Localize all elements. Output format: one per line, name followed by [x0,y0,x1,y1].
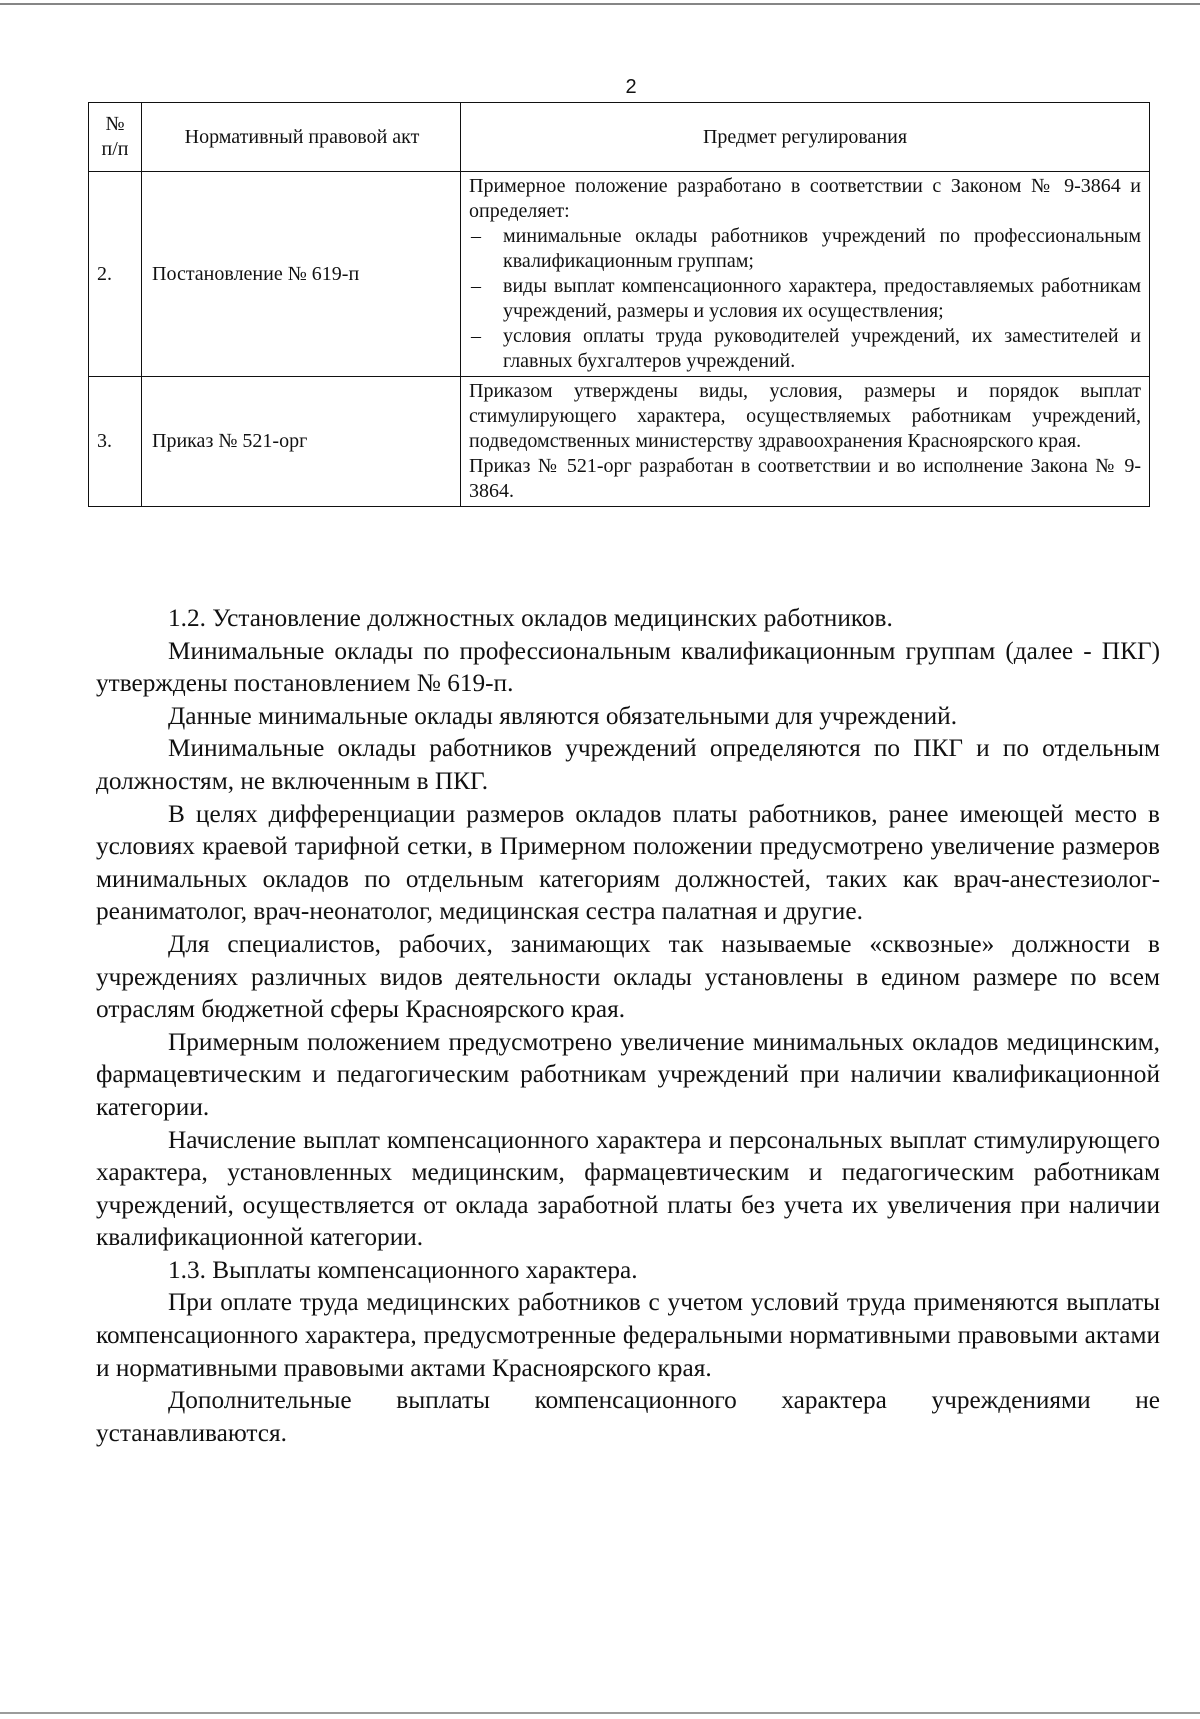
paragraph: Минимальные оклады работников учреждений определяются по ПКГ и по отдельным должностям, не включенным в ПКГ. [96,734,1160,795]
row-num: 2. [89,172,142,377]
paragraph: Примерным положением предусмотрено увеличение минимальных окладов медицинским, фармацевтическим и педагогическим работникам учреждений при наличии квалификационной категории. [96,1027,1160,1121]
row-subject [461,377,1150,507]
header-act: Нормативный правовой акт [142,103,461,172]
scan-edge-top [0,3,1200,5]
row-subject [461,172,1150,377]
table-row [89,377,1150,507]
subject-list [469,224,1141,374]
table-header-row [89,103,1150,172]
list-item: – условия оплаты труда руководителей учреждений, их заместителей и главных бухгалтеров учреждений. [469,324,1141,374]
header-subject: Предмет регулирования [461,103,1150,172]
row-num: 3. [89,377,142,507]
scan-edge-bottom [0,1712,1200,1714]
table-row [89,172,1150,377]
paragraph: В целях дифференциации размеров окладов платы работников, ранее имеющей место в условиях краевой тарифной сетки, в Примерном положении предусмотрено увеличение размеров минимальных окладов по отдельным категориям должностей, таких как врач-анестезиолог-реаниматолог, врач-неонатолог, медицинская сестра палатная и другие. [96,799,1160,926]
list-item: – минимальные оклады работников учреждений по профессиональным квалификационным группам; [469,224,1141,274]
document-body [96,602,1160,1449]
paragraph: Начисление выплат компенсационного характера и персональных выплат стимулирующего характера, установленных медицинским, фармацевтическим и педагогическим работникам учреждений, осуществляется от оклада заработной платы без учета их увеличения при наличии квалификационной категории. [96,1125,1160,1252]
header-num: № п/п [89,103,142,172]
row-act: Постановление № 619-п [142,172,461,377]
list-item: – виды выплат компенсационного характера, предоставляемых работникам учреждений, размеры и условия их осуществления; [469,274,1141,324]
subject-intro: Примерное положение разработано в соответствии с Законом № 9-3864 и определяет: [469,175,1141,222]
row-act: Приказ № 521-орг [142,377,461,507]
section-heading: 1.2. Установление должностных окладов медицинских работников. [168,604,893,632]
section-heading: 1.3. Выплаты компенсационного характера. [168,1255,638,1284]
subject-paragraph: Приказ № 521-орг разработан в соответствии и во исполнение Закона № 9-3864. [469,455,1141,502]
paragraph: Данные минимальные оклады являются обязательными для учреждений. [168,701,958,730]
subject-paragraph: Приказом утверждены виды, условия, размеры и порядок выплат стимулирующего характера, осуществляемых работникам учреждений, подведомственных министерству здравоохранения Красноярского края. [469,380,1141,452]
paragraph: Дополнительные выплаты компенсационного характера учреждениями не устанавливаются. [96,1386,1160,1447]
paragraph: Для специалистов, рабочих, занимающих так называемые «сквозные» должности в учреждениях различных видов деятельности оклады установлены в едином размере по всем отраслям бюджетной сферы Красноярского края. [96,929,1160,1024]
paragraph: Минимальные оклады по профессиональным квалификационным группам (далее - ПКГ) утверждены постановлением № 619-п. [96,636,1160,698]
regulations-table [88,102,1150,507]
page-number: 2 [625,76,637,98]
paragraph: При оплате труда медицинских работников с учетом условий труда применяются выплаты компенсационного характера, предусмотренные федеральными нормативными правовыми актами и нормативными правовыми актами Красноярского края. [96,1288,1160,1382]
